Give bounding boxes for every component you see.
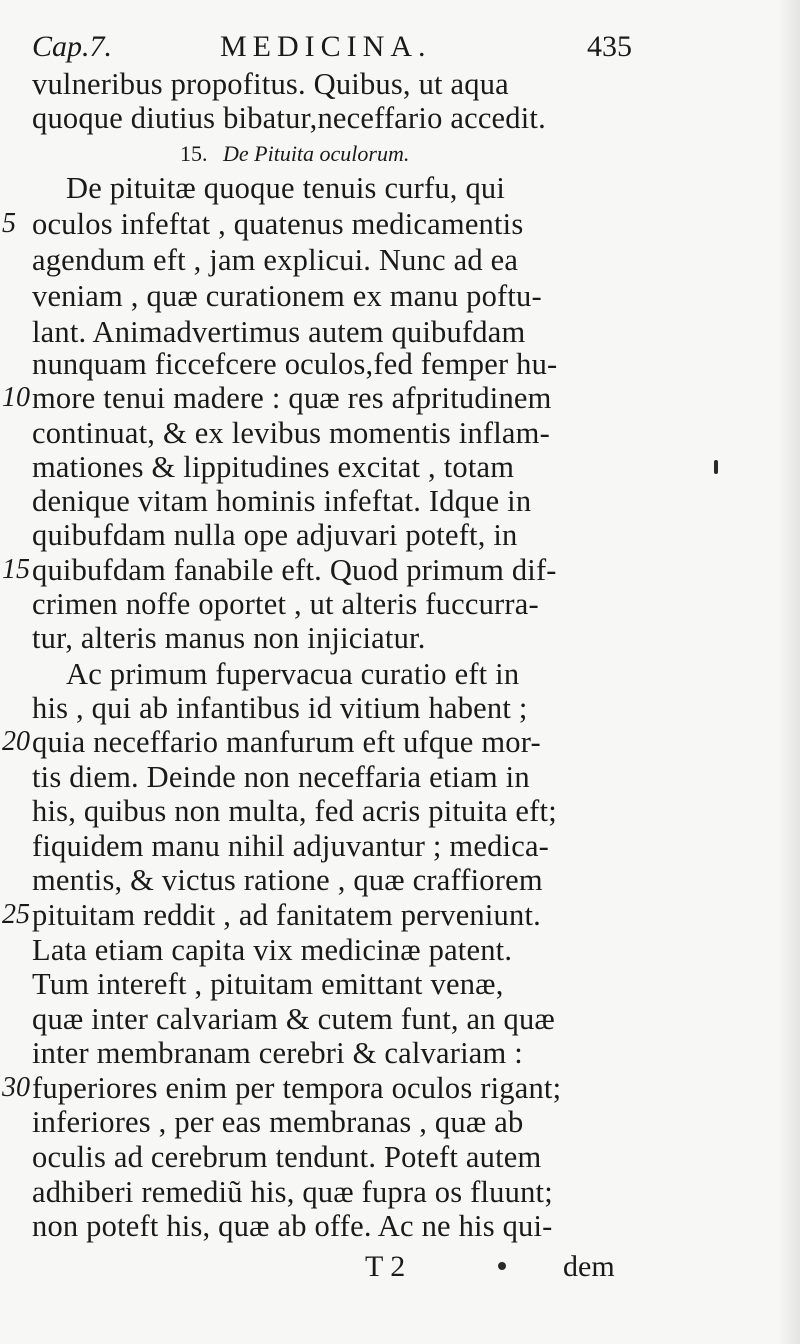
margin-line-number: 20 bbox=[2, 726, 30, 757]
paragraph-first-line: Ac primum fupervacua curatio eft in bbox=[66, 657, 520, 691]
text-line: veniam , quæ curationem ex manu poftu- bbox=[32, 279, 542, 313]
catchword: dem bbox=[563, 1250, 615, 1283]
text-line: mationes & lippitudines excitat , totam bbox=[32, 450, 515, 484]
text-line: his, quibus non multa, fed acris pituita eft; bbox=[32, 794, 557, 828]
text-line: Tum intereft , pituitam emittant venæ, bbox=[32, 967, 504, 1001]
ink-spot bbox=[498, 1262, 506, 1270]
margin-line-number: 25 bbox=[2, 899, 30, 930]
margin-line-number: 5 bbox=[2, 208, 16, 239]
text-line: continuat, & ex levibus momentis inflam- bbox=[32, 416, 550, 450]
text-line: non poteft his, quæ ab offe. Ac ne his qui- bbox=[32, 1209, 553, 1243]
text-line: quibufdam fanabile eft. Quod primum dif- bbox=[32, 553, 557, 587]
page-number: 435 bbox=[587, 30, 632, 63]
running-title: MEDICINA. bbox=[220, 30, 432, 63]
page-edge-shadow bbox=[778, 0, 800, 1344]
margin-line-number: 30 bbox=[2, 1072, 30, 1103]
text-line: more tenui madere : quæ res afpritudinem bbox=[32, 381, 552, 415]
text-line: tur, alteris manus non injiciatur. bbox=[32, 621, 426, 655]
text-line: agendum eft , jam explicui. Nunc ad ea bbox=[32, 243, 519, 277]
text-line: oculis ad cerebrum tendunt. Poteft autem bbox=[32, 1140, 542, 1174]
text-line: Lata etiam capita vix medicinæ patent. bbox=[32, 933, 513, 967]
margin-line-number: 10 bbox=[2, 382, 30, 413]
section-number: 15. bbox=[180, 141, 208, 166]
text-line: nunquam ficcefcere oculos,fed femper hu- bbox=[32, 347, 558, 381]
chapter-label: Cap.7. bbox=[32, 30, 113, 63]
text-line: his , qui ab infantibus id vitium habent ; bbox=[32, 691, 528, 725]
text-line: quia neceffario manfurum eft ufque mor- bbox=[32, 725, 541, 759]
text-line: vulneribus propofitus. Quibus, ut aqua bbox=[32, 67, 509, 101]
text-line: mentis, & victus ratione , quæ craffiorem bbox=[32, 863, 543, 897]
text-line: quibufdam nulla ope adjuvari poteft, in bbox=[32, 518, 518, 552]
text-line: oculos infeftat , quatenus medicamentis bbox=[32, 207, 524, 241]
text-line: inferiores , per eas membranas , quæ ab bbox=[32, 1105, 524, 1139]
section-title: De Pituita oculorum. bbox=[223, 141, 410, 166]
text-line: inter membranam cerebri & calvariam : bbox=[32, 1036, 523, 1070]
text-line: fiquidem manu nihil adjuvantur ; medica- bbox=[32, 829, 550, 863]
text-line: adhiberi remediũ his, quæ fupra os fluunt; bbox=[32, 1175, 553, 1209]
running-header bbox=[32, 30, 632, 70]
section-heading bbox=[180, 141, 580, 167]
text-line: quæ inter calvariam & cutem funt, an quæ bbox=[32, 1002, 555, 1036]
text-line: tis diem. Deinde non neceffaria etiam in bbox=[32, 760, 530, 794]
signature-mark: T 2 bbox=[365, 1250, 406, 1283]
text-line: pituitam reddit , ad fanitatem perveniunt. bbox=[32, 898, 541, 932]
text-line: quoque diutius bibatur,neceffario accedit. bbox=[32, 101, 546, 135]
text-line: crimen noffe oportet , ut alteris fuccurra- bbox=[32, 587, 539, 621]
margin-line-number: 15 bbox=[2, 554, 30, 585]
text-line: denique vitam hominis infeftat. Idque in bbox=[32, 484, 532, 518]
ink-spot bbox=[714, 460, 718, 474]
text-line: fuperiores enim per tempora oculos rigant; bbox=[32, 1071, 562, 1105]
paragraph-first-line: De pituitæ quoque tenuis curfu, qui bbox=[66, 171, 506, 205]
text-line: lant. Animadvertimus autem quibufdam bbox=[32, 315, 526, 349]
